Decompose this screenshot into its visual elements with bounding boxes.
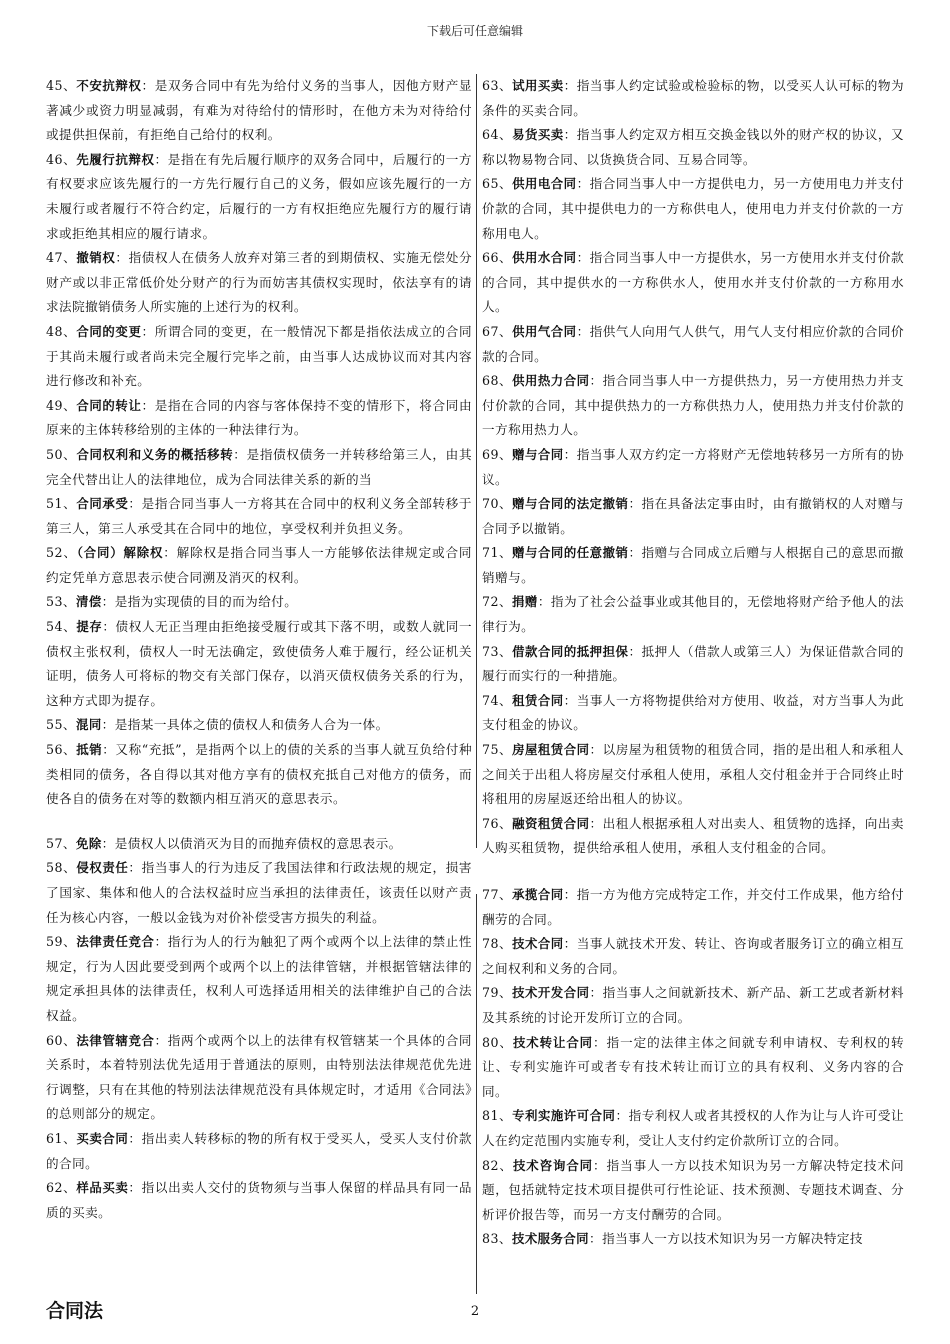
entry-number: 68、 (482, 373, 513, 389)
entry-number: 55、 (46, 717, 76, 733)
glossary-entry (46, 590, 472, 615)
entry-term: 供用水合同 (512, 250, 577, 266)
glossary-entry (46, 74, 472, 148)
left-column (46, 74, 472, 1225)
entry-term: 专利实施许可合同 (512, 1108, 616, 1124)
glossary-entry (46, 1176, 472, 1225)
entry-term: 法律责任竞合 (76, 934, 155, 950)
entry-term: 技术转让合同 (512, 1034, 594, 1050)
glossary-entry (482, 1227, 904, 1252)
glossary-entry (46, 1127, 472, 1176)
entry-number: 73、 (482, 643, 513, 659)
right-entries-lower (482, 883, 904, 1252)
right-column (482, 74, 904, 1252)
entry-number: 79、 (482, 985, 513, 1001)
entry-definition: ：指合同当事人中一方提供电力，另一方使用电力并支付价款的合同，其中提供电力的一方称供电人，使用电力并支付价款的一方称用电人。 (482, 176, 905, 241)
entry-term: 供用电合同 (512, 176, 577, 192)
entry-definition: ：指当事人约定双方相互交换金钱以外的财产权的协议，又称以物易物合同、以货换货合同、互易合同等。 (482, 127, 904, 167)
entry-number: 65、 (482, 176, 513, 192)
entry-definition: ：指一方为他方完成特定工作，并交付工作成果，他方给付酬劳的合同。 (482, 887, 904, 927)
glossary-entry (482, 320, 904, 369)
entry-number: 78、 (482, 936, 513, 952)
entry-definition: ：是指合同当事人一方将其在合同中的权利义务全部转移于第三人，第三人承受其在合同中的地位，享受权利并负担义务。 (46, 496, 472, 536)
entry-definition: ：当事人就技术开发、转让、咨询或者服务订立的确立相互之间权利和义务的合同。 (482, 936, 904, 976)
page-number: 2 (470, 1304, 480, 1319)
entry-number: 69、 (482, 446, 513, 462)
entry-term: 抵销 (76, 742, 103, 758)
entry-definition: ：指两个或两个以上的法律有权管辖某一个具体的合同关系时，本着特别法优先适用于普通法的原则，由特别法法律规范优先进行调整，只有在其他的特别法法律规范没有具体规定时，才适用《合同法》的总则部分的规定。 (46, 1032, 472, 1122)
entry-term: 借款合同的抵押担保 (512, 643, 629, 659)
entry-number: 60、 (46, 1032, 77, 1048)
entry-number: 45、 (46, 78, 77, 93)
entry-definition: ：又称“充抵”，是指两个以上的债的关系的当事人就互负给付种类相同的债务，各自得以其对他方享有的债权充抵自己对他方的债务，而使各自的债务在对等的数额内相互消灭的意思表示。 (46, 742, 472, 807)
entry-number: 54、 (46, 619, 77, 635)
entry-definition: ：指供气人向用气人供气，用气人支付相应价款的合同价款的合同。 (482, 323, 905, 364)
entry-definition: ：指债权人在债务人放弃对第三者的到期债权、实施无偿处分财产或以非正常低价处分财产的行为而妨害其债权实现时，依法享有的请求法院撤销债务人所实施的上述行为的权利。 (46, 250, 472, 315)
column-divider-top (476, 74, 477, 848)
entry-term: 提存 (76, 619, 103, 635)
glossary-entry (482, 369, 904, 443)
entry-term: 租赁合同 (512, 692, 564, 708)
entry-definition: ：以房屋为租赁物的租赁合同，指的是出租人和承租人之间关于出租人将房屋交付承租人使用，承租人交付租金并于合同终止时将租用的房屋返还给出租人的协议。 (482, 742, 904, 807)
glossary-entry (482, 1154, 904, 1228)
left-entries-lower (46, 832, 472, 1226)
glossary-entry (482, 1031, 904, 1105)
entry-term: 不安抗辩权 (76, 78, 142, 93)
entry-term: 赠与合同的任意撤销 (512, 545, 629, 561)
entry-term: 买卖合同 (76, 1130, 129, 1146)
glossary-entry (482, 246, 904, 320)
left-column-gap (46, 812, 472, 832)
entry-number: 81、 (482, 1108, 513, 1124)
glossary-entry (46, 615, 472, 713)
entry-term: 合同权利和义务的概括移转 (76, 446, 234, 462)
glossary-entry (46, 1029, 472, 1127)
entry-number: 59、 (46, 934, 77, 950)
entry-number: 77、 (482, 887, 513, 902)
entry-term: 试用买卖 (512, 78, 564, 93)
entry-number: 67、 (482, 323, 513, 339)
glossary-entry (482, 812, 904, 861)
entry-number: 52、 (46, 545, 77, 561)
glossary-entry (46, 492, 472, 541)
page-header: 下载后可任意编辑 (426, 24, 523, 38)
entry-term: 技术服务合同 (511, 1231, 590, 1247)
entry-term: 房屋租赁合同 (512, 742, 590, 758)
entry-term: （合同）解除权 (76, 545, 164, 561)
entry-definition: ：是指某一具体之债的债权人和债务人合为一体。 (101, 717, 389, 733)
entry-definition: ：指当事人一方以技术知识为另一方解决特定技术问题，包括就特定技术项目提供可行性论证、技术预测、专题技术调查、分析评价报告等，而另一方支付酬劳的合同。 (482, 1157, 904, 1222)
glossary-entry (482, 492, 904, 541)
entry-definition: ：指当事人的行为违反了我国法律和行政法规的规定，损害了国家、集体和他人的合法权益时应当承担的法律责任，该责任以财产责任为核心内容，一般以金钱为对价补偿受害方损失的利益。 (46, 860, 472, 925)
entry-number: 76、 (482, 815, 513, 831)
entry-definition: ：指当事人之间就新技术、新产品、新工艺或者新材料及其系统的讨论开发所订立的合同。 (482, 985, 904, 1025)
entry-term: 免除 (75, 835, 102, 851)
entry-number: 66、 (482, 250, 513, 266)
entry-term: 侵权责任 (76, 860, 129, 876)
glossary-entry (482, 590, 904, 639)
entry-term: 技术合同 (512, 936, 564, 952)
entry-number: 58、 (46, 860, 77, 876)
glossary-entry (46, 930, 472, 1028)
entry-definition: ：指赠与合同成立后赠与人根据自己的意思而撤销赠与。 (482, 545, 904, 585)
entry-term: 技术开发合同 (512, 985, 590, 1001)
entry-number: 51、 (46, 496, 77, 512)
entry-term: 捐赠 (512, 594, 538, 610)
entry-definition: ：指在具备法定事由时，由有撤销权的人对赠与合同予以撤销。 (482, 496, 904, 536)
right-column-gap (482, 861, 904, 883)
entry-term: 供用气合同 (512, 323, 577, 339)
glossary-entry (482, 738, 904, 812)
entry-number: 71、 (482, 545, 513, 561)
glossary-entry (482, 172, 904, 246)
entry-term: 撤销权 (76, 250, 116, 266)
entry-definition: ：是指在合同的内容与客体保持不变的情形下，将合同由原来的主体转移给别的主体的一种法律行为。 (46, 397, 473, 438)
glossary-entry (482, 74, 904, 123)
entry-definition: ：指当事人一方以技术知识为另一方解决特定技 (589, 1231, 863, 1247)
entry-term: 混同 (75, 717, 102, 733)
entry-definition: ：是双务合同中有先为给付义务的当事人，因他方财产显著减少或资力明显减弱，有难为对待给付的情形时，在他方未为对待给付或提供担保前，有拒绝自己给付的权利。 (46, 78, 473, 143)
entry-definition: ：是债权人以债消灭为目的而抛弃债权的意思表示。 (101, 835, 402, 851)
entry-definition: ：指出卖人转移标的物的所有权于受买人，受买人支付价款的合同。 (46, 1130, 472, 1171)
entry-term: 赠与合同 (512, 446, 564, 462)
entry-definition: ：指为了社会公益事业或其他目的，无偿地将财产给予他人的法律行为。 (482, 594, 904, 635)
glossary-entry (46, 246, 472, 320)
glossary-entry (482, 689, 904, 738)
entry-term: 合同的转让 (76, 397, 142, 413)
entry-definition: ：是指为实现债的目的而为给付。 (101, 594, 298, 610)
entry-definition: ：是指在有先后履行顺序的双务合同中，后履行的一方有权要求应该先履行的一方先行履行自己的义务，假如应该先履行的一方未履行或者履行不符合约定，后履行的一方有权拒绝应先履行方的履行请求或拒绝其相应的履行请求。 (46, 151, 472, 241)
glossary-entry (46, 713, 472, 738)
entry-term: 承揽合同 (512, 887, 564, 902)
entry-definition: ：指当事人约定试验或检验标的物，以受买人认可标的物为条件的买卖合同。 (482, 78, 904, 118)
entry-number: 75、 (482, 742, 513, 758)
glossary-entry (46, 856, 472, 930)
right-entries-upper (482, 74, 904, 861)
glossary-entry (46, 541, 472, 590)
entry-number: 61、 (46, 1130, 77, 1146)
entry-term: 样品买卖 (76, 1180, 129, 1196)
entry-term: 供用热力合同 (512, 373, 590, 389)
glossary-entry (46, 832, 472, 857)
glossary-entry (482, 541, 904, 590)
entry-number: 64、 (482, 127, 513, 143)
glossary-entry (482, 981, 904, 1030)
entry-term: 融资租赁合同 (512, 815, 590, 831)
glossary-entry (46, 148, 472, 246)
entry-definition: ：当事人一方将物提供给对方使用、收益，对方当事人为此支付租金的协议。 (482, 692, 904, 733)
glossary-entry (46, 394, 472, 443)
glossary-entry (482, 932, 904, 981)
entry-term: 赠与合同的法定撤销 (512, 496, 629, 512)
entry-number: 82、 (482, 1157, 513, 1173)
entry-definition: ：所谓合同的变更，在一般情况下都是指依法成立的合同于其尚未履行或者尚未完全履行完毕之前，由当事人达成协议而对其内容进行修改和补充。 (46, 323, 473, 389)
entry-number: 70、 (482, 496, 513, 512)
glossary-entry (46, 443, 472, 492)
entry-definition: ：指一定的法律主体之间就专利申请权、专利权的转让、专利实施许可或者专有技术转让而订立的具有权利、义务内容的合同。 (482, 1034, 904, 1099)
left-entries-upper (46, 74, 472, 812)
entry-number: 80、 (482, 1034, 513, 1050)
entry-number: 57、 (46, 835, 76, 851)
glossary-entry (482, 443, 904, 492)
entry-definition: ：指当事人双方约定一方将财产无偿地转移另一方所有的协议。 (482, 446, 904, 487)
glossary-entry (482, 123, 904, 172)
entry-number: 50、 (46, 446, 77, 462)
entry-definition: ：指合同当事人中一方提供水，另一方使用水并支付价款的合同，其中提供水的一方称供水人，使用水并支付价款的一方称用水人。 (482, 250, 905, 315)
glossary-entry (46, 320, 472, 394)
entry-definition: ：指行为人的行为触犯了两个或两个以上法律的禁止性规定，行为人因此要受到两个或两个以上的法律管辖，并根据管辖法律的规定承担具体的法律责任，权利人可选择适用相关的法律维护自己的合法权益。 (46, 934, 472, 1023)
entry-number: 63、 (482, 78, 513, 93)
entry-number: 56、 (46, 742, 77, 758)
entry-definition: ：解除权是指合同当事人一方能够依法律规定或合同约定凭单方意思表示使合同溯及消灭的权利。 (46, 545, 472, 585)
entry-number: 53、 (46, 594, 76, 610)
entry-term: 法律管辖竞合 (76, 1032, 155, 1048)
glossary-entry (482, 883, 904, 932)
entry-number: 49、 (46, 397, 77, 413)
footer-title: 合同法 (46, 1300, 104, 1322)
glossary-entry (482, 640, 904, 689)
entry-term: 技术咨询合同 (512, 1157, 594, 1173)
entry-number: 47、 (46, 250, 77, 266)
entry-number: 48、 (46, 323, 77, 339)
entry-term: 清偿 (75, 594, 102, 610)
entry-number: 62、 (46, 1180, 77, 1196)
entry-term: 合同承受 (76, 496, 129, 512)
entry-number: 74、 (482, 692, 513, 708)
entry-definition: ：指专利权人或者其授权的人作为让与人许可受让人在约定范围内实施专利，受让人支付约定价款所订立的合同。 (482, 1108, 904, 1148)
entry-term: 合同的变更 (76, 323, 142, 339)
glossary-entry (482, 1104, 904, 1153)
entry-number: 72、 (482, 594, 513, 610)
entry-definition: ：指合同当事人中一方提供热力，另一方使用热力并支付价款的合同，其中提供热力的一方称供热力人，使用热力并支付价款的一方称用热力人。 (482, 373, 904, 438)
entry-term: 先履行抗辩权 (76, 151, 155, 167)
entry-definition: ：债权人无正当理由拒绝接受履行或其下落不明，或数人就同一债权主张权利，债权人一时无法确定，致使债务人难于履行，经公证机关证明，债务人可将标的物交有关部门保存，以消灭债权债务关系的行为，这种方式即为提存。 (46, 619, 472, 708)
entry-definition: ：是指债权债务一并转移给第三人，由其完全代替出让人的法律地位，成为合同法律关系的新的当 (46, 446, 472, 487)
entry-definition: ：出租人根据承租人对出卖人、租赁物的选择，向出卖人购买租赁物，提供给承租人使用，承租人支付租金的合同。 (482, 815, 904, 856)
entry-term: 易货买卖 (512, 127, 564, 143)
entry-number: 83、 (482, 1231, 512, 1247)
entry-definition: ：抵押人（借款人或第三人）为保证借款合同的履行而实行的一种措施。 (482, 643, 904, 684)
entry-number: 46、 (46, 151, 77, 167)
column-divider-bottom (476, 894, 477, 1294)
glossary-entry (46, 738, 472, 812)
entry-definition: ：指以出卖人交付的货物须与当事人保留的样品具有同一品质的买卖。 (46, 1180, 472, 1220)
